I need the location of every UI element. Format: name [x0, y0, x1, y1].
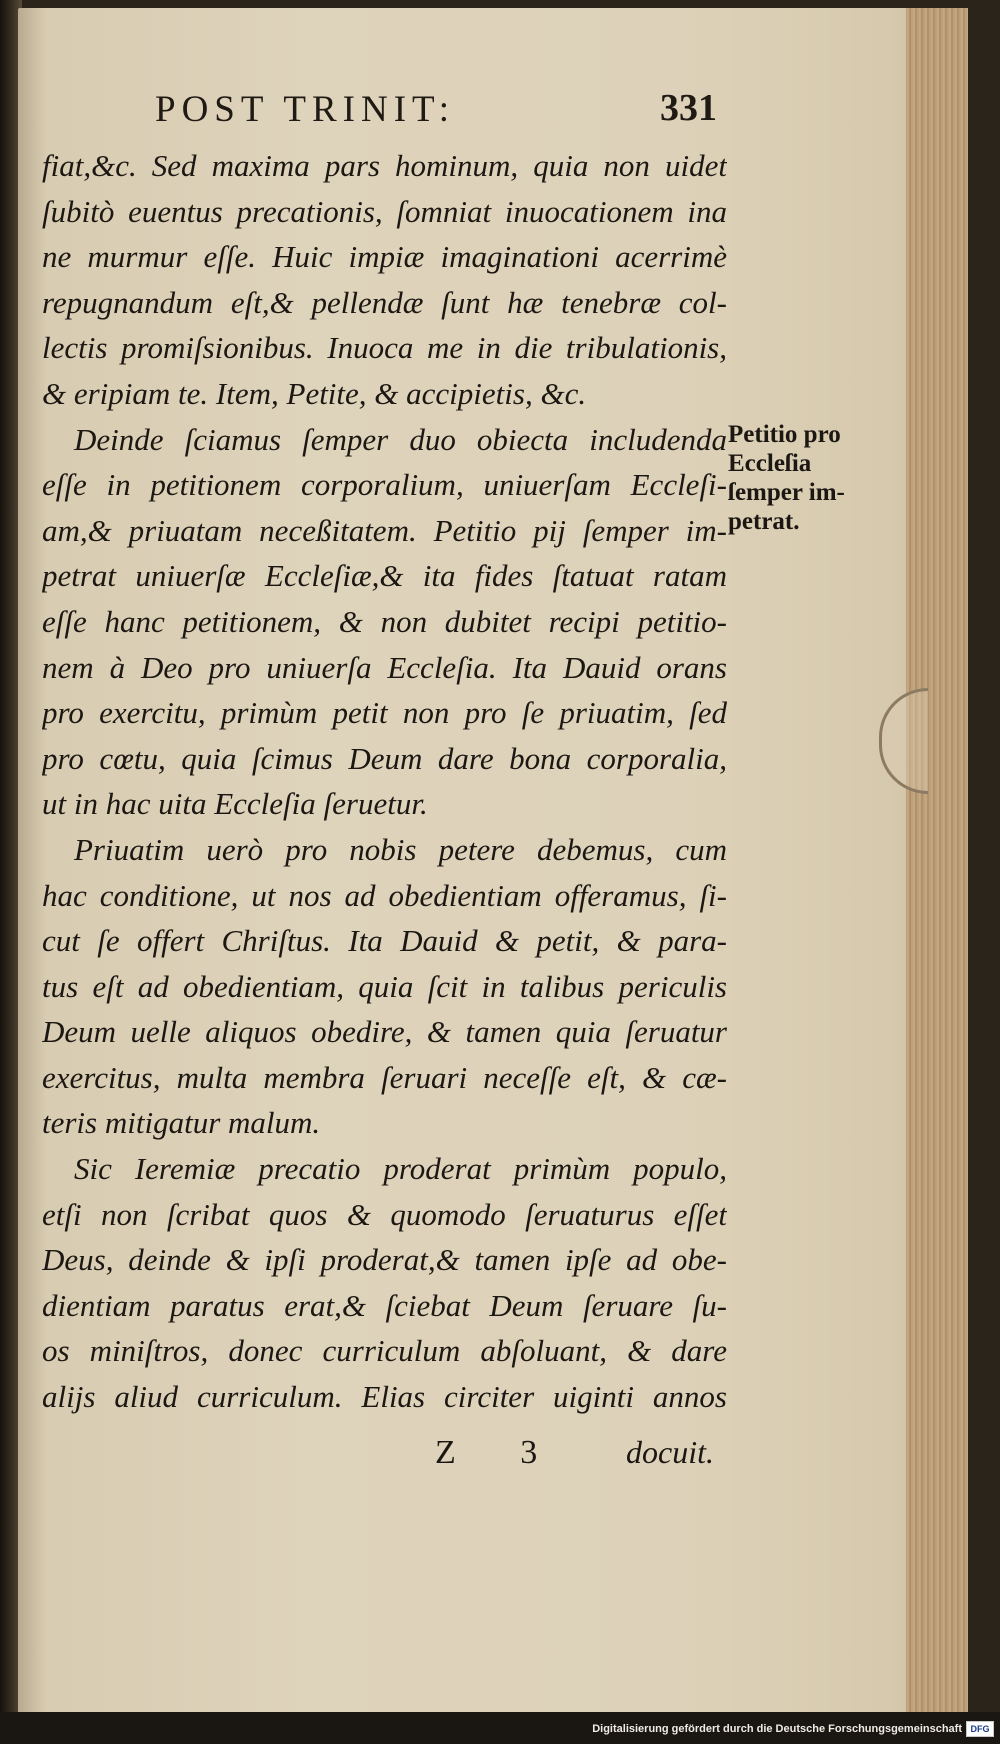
marginal-note-line: petrat. — [728, 508, 800, 535]
text-line: Deum uelle aliquos obedire, & tamen quia ſeruatur — [42, 1014, 727, 1050]
text-line: Deinde ſciamus ſemper duo obiecta includenda — [74, 421, 727, 457]
text-line: os miniſtros, donec curriculum abſoluant, & dare — [42, 1333, 727, 1369]
text-line: lectis promiſsionibus. Inuoca me in die tribulationis, — [42, 330, 727, 366]
marginal-note-line: ſemper im- — [728, 479, 845, 506]
marginal-note-line: Petitio pro — [728, 421, 841, 448]
text-line: alijs aliud curriculum. Elias circiter uiginti annos — [42, 1379, 727, 1415]
text-line: tus eſt ad obedientiam, quia ſcit in talibus periculis — [42, 968, 727, 1004]
text-line: am,& priuatam neceßitatem. Petitio pij ſemper im- — [42, 512, 727, 548]
text-line: Sic Ieremiæ precatio proderat primùm populo, — [74, 1151, 727, 1187]
text-line: eſſe hanc petitionem, & non dubitet recipi petitio- — [42, 603, 727, 639]
text-line: ne murmur eſſe. Huic impiæ imaginationi acerrimè — [42, 239, 727, 275]
text-line: etſi non ſcribat quos & quomodo ſeruaturus eſſet — [42, 1196, 727, 1232]
marginal-note-line: Eccleſia — [728, 450, 812, 477]
main-text-block — [42, 143, 727, 1420]
text-line: cut ſe offert Chriſtus. Ita Dauid & petit, & para- — [42, 923, 727, 959]
text-line: Deus, deinde & ipſi proderat,& tamen ipſe ad obe- — [42, 1242, 727, 1278]
catchword: docuit. — [626, 1434, 714, 1470]
text-line: dientiam paratus erat,& ſciebat Deum ſeruare ſu- — [42, 1287, 727, 1323]
text-line: exercitus, multa membra ſeruari neceſſe eſt, & cæ- — [42, 1059, 727, 1095]
text-line: & eripiam te. Item, Petite, & accipietis, &c. — [42, 375, 587, 411]
text-line: ſubitò euentus precationis, ſomniat inuocationem ina — [42, 193, 727, 229]
text-line: hac conditione, ut nos ad obedientiam offeramus, ſi- — [42, 877, 727, 913]
text-line: petrat uniuerſæ Eccleſiæ,& ita fides ſtatuat ratam — [42, 558, 727, 594]
digitization-credit: Digitalisierung gefördert durch die Deutsche Forschungsgemeinschaft — [592, 1723, 962, 1735]
text-line: teris mitigatur malum. — [42, 1105, 321, 1141]
text-line: pro cœtu, quia ſcimus Deum dare bona corporalia, — [42, 740, 727, 776]
text-line: repugnandum eſt,& pellendæ ſunt hæ tenebræ col- — [42, 284, 727, 320]
text-line: eſſe in petitionem corporalium, uniuerſam Eccleſi- — [42, 467, 727, 503]
text-line: pro exercitu, primùm petit non pro ſe priuatim, ſed — [42, 695, 727, 731]
page-edges — [906, 8, 968, 1720]
text-line: fiat,&c. Sed maxima pars hominum, quia non uidet — [42, 148, 727, 183]
text-line: ut in hac uita Eccleſia ſeruetur. — [42, 786, 428, 822]
page-clip — [879, 688, 928, 794]
text-line: Priuatim uerò pro nobis petere debemus, cum — [74, 831, 727, 867]
running-title: POST TRINIT: — [155, 89, 456, 130]
page-number: 331 — [660, 87, 717, 129]
marginal-note — [728, 420, 908, 536]
text-line: nem à Deo pro uniuerſa Eccleſia. Ita Dauid orans — [42, 649, 727, 685]
dfg-logo: DFG — [966, 1721, 994, 1737]
signature-mark: Z 3 — [435, 1434, 566, 1471]
